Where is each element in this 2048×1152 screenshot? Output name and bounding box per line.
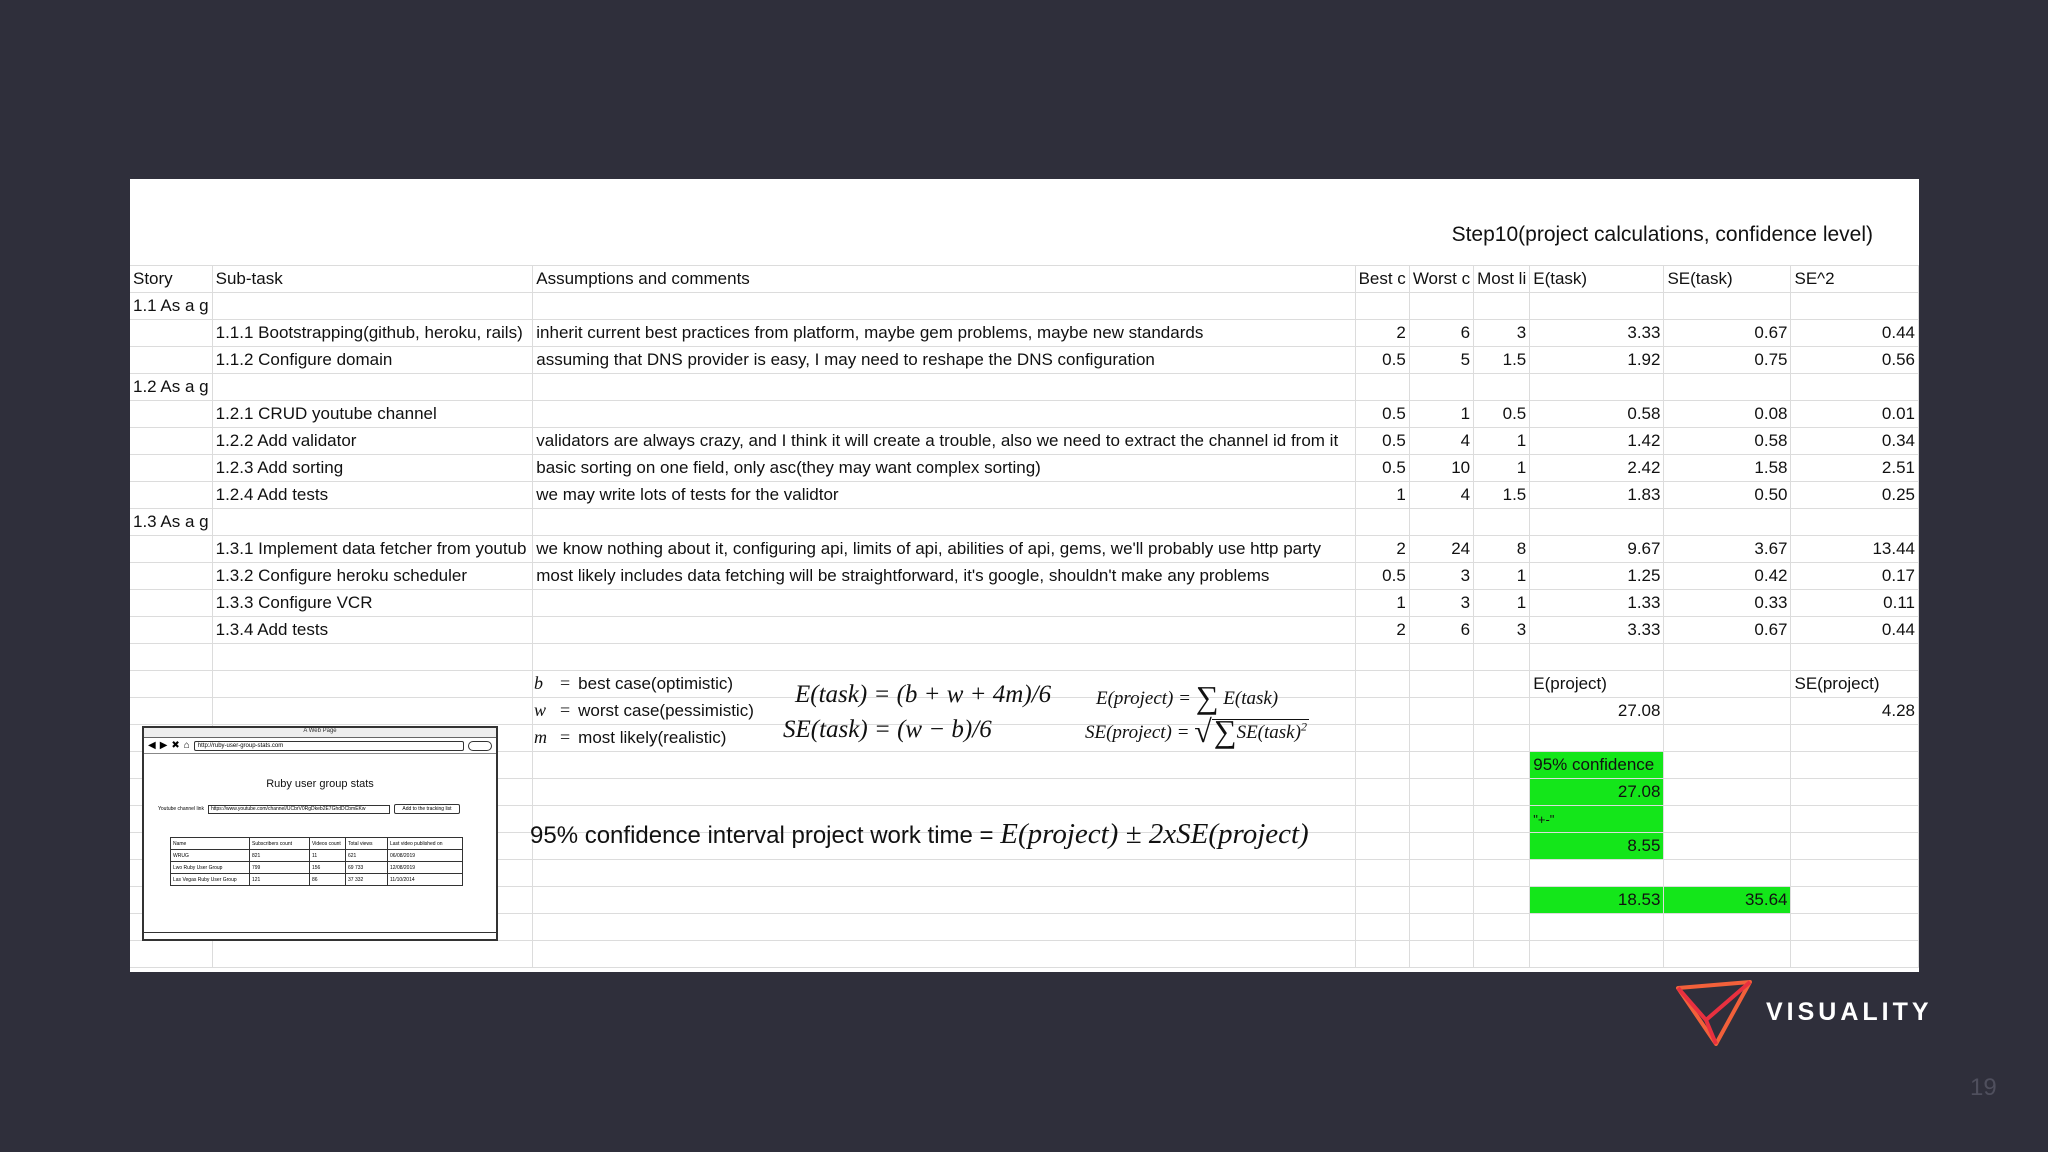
cell-m: 1 bbox=[1474, 590, 1530, 617]
cell-se: 0.33 bbox=[1664, 590, 1791, 617]
cell-m bbox=[1474, 509, 1530, 536]
cell-subtask: 1.1.1 Bootstrapping(github, heroku, rails) bbox=[212, 320, 533, 347]
table-row bbox=[130, 590, 1919, 617]
summary-interval_low: 18.53 bbox=[1530, 887, 1664, 914]
cell-se2: 0.11 bbox=[1791, 590, 1919, 617]
cell-b: 1 bbox=[1355, 590, 1409, 617]
cell-story bbox=[130, 455, 212, 482]
cell-w bbox=[1409, 374, 1473, 401]
cell-e: 2.42 bbox=[1530, 455, 1664, 482]
e-project-formula: E(project) = ∑ E(task) bbox=[1096, 679, 1279, 715]
cell-m: 3 bbox=[1474, 320, 1530, 347]
spreadsheet-screenshot bbox=[130, 179, 1919, 972]
cell-e: 1.83 bbox=[1530, 482, 1664, 509]
cell-b: 2 bbox=[1355, 617, 1409, 644]
cell-w: 3 bbox=[1409, 563, 1473, 590]
cell-se: 3.67 bbox=[1664, 536, 1791, 563]
cell-story bbox=[130, 428, 212, 455]
cell-story bbox=[130, 347, 212, 374]
cell-e: 1.92 bbox=[1530, 347, 1664, 374]
cell-w: 4 bbox=[1409, 482, 1473, 509]
cell-comment: we know nothing about it, configuring api, limits of api, abilities of api, gems, we'll probably use http party bbox=[533, 536, 1355, 563]
cell-se bbox=[1664, 293, 1791, 320]
table-row bbox=[130, 482, 1919, 509]
cell-w: 5 bbox=[1409, 347, 1473, 374]
summary-se_project_value: 4.28 bbox=[1791, 698, 1919, 725]
mockup-table: Name Subscribers count Videos count Total views Last video published on WRUG 821 11 621 06/08/2019 Lwo Ruby User Group 799 156 69 733 12/08/2019 Las Vegas Ruby User Group 121 86 37 332 11/10/2014 bbox=[170, 837, 463, 886]
cell-comment bbox=[533, 509, 1355, 536]
cell-se2: 0.44 bbox=[1791, 320, 1919, 347]
column-header: SE(task) bbox=[1664, 266, 1791, 293]
cell-se2 bbox=[1791, 509, 1919, 536]
cell-se2: 0.17 bbox=[1791, 563, 1919, 590]
cell-w: 24 bbox=[1409, 536, 1473, 563]
cell-subtask bbox=[212, 509, 533, 536]
cell-subtask: 1.3.2 Configure heroku scheduler bbox=[212, 563, 533, 590]
cell-comment bbox=[533, 590, 1355, 617]
cell-w: 6 bbox=[1409, 617, 1473, 644]
cell-b: 0.5 bbox=[1355, 401, 1409, 428]
cell-m: 8 bbox=[1474, 536, 1530, 563]
cell-comment: assuming that DNS provider is easy, I may need to reshape the DNS configuration bbox=[533, 347, 1355, 374]
cell-comment: inherit current best practices from platform, maybe gem problems, maybe new standards bbox=[533, 320, 1355, 347]
cell-e bbox=[1530, 293, 1664, 320]
cell-b: 0.5 bbox=[1355, 563, 1409, 590]
table-row bbox=[130, 941, 1919, 968]
cell-m: 1 bbox=[1474, 455, 1530, 482]
column-header: E(task) bbox=[1530, 266, 1664, 293]
cell-se2: 13.44 bbox=[1791, 536, 1919, 563]
cell-se bbox=[1664, 509, 1791, 536]
slide-title: Step10(project calculations, confidence level) bbox=[1451, 223, 1873, 246]
summary-e_project_label: E(project) bbox=[1530, 671, 1664, 698]
cell-se: 0.08 bbox=[1664, 401, 1791, 428]
cell-se2 bbox=[1791, 293, 1919, 320]
mockup-add-button: Add to the tracking list bbox=[394, 804, 460, 814]
cell-story bbox=[130, 590, 212, 617]
cell-subtask bbox=[212, 293, 533, 320]
cell-comment bbox=[533, 293, 1355, 320]
se-task-formula: SE(task) = (w − b)/6 bbox=[783, 716, 992, 743]
visuality-logo-icon bbox=[1676, 980, 1756, 1046]
home-icon: ⌂ bbox=[183, 740, 190, 751]
column-header: Best c bbox=[1355, 266, 1409, 293]
cell-e: 3.33 bbox=[1530, 617, 1664, 644]
cell-story bbox=[130, 401, 212, 428]
cell-w: 6 bbox=[1409, 320, 1473, 347]
cell-se: 0.50 bbox=[1664, 482, 1791, 509]
cell-comment: most likely includes data fetching will be straightforward, it's google, shouldn't make any problems bbox=[533, 563, 1355, 590]
cell-comment bbox=[533, 617, 1355, 644]
cell-subtask: 1.3.1 Implement data fetcher from youtub bbox=[212, 536, 533, 563]
cell-story: 1.1 As a g bbox=[130, 293, 212, 320]
cell-w: 3 bbox=[1409, 590, 1473, 617]
cell-subtask: 1.2.2 Add validator bbox=[212, 428, 533, 455]
column-header: SE^2 bbox=[1791, 266, 1919, 293]
e-task-formula: E(task) = (b + w + 4m)/6 bbox=[795, 681, 1052, 708]
cell-m: 1 bbox=[1474, 428, 1530, 455]
mockup-channel-input: https://www.youtube.com/channel/UCbrV0RgDkeb2E7GhdDCbmEKw bbox=[208, 805, 390, 814]
column-header: Sub-task bbox=[212, 266, 533, 293]
summary-confidence_e: 27.08 bbox=[1530, 779, 1664, 806]
cell-se2 bbox=[1791, 374, 1919, 401]
column-header: Most li bbox=[1474, 266, 1530, 293]
cell-se: 0.67 bbox=[1664, 617, 1791, 644]
cell-e: 1.42 bbox=[1530, 428, 1664, 455]
mockup-window-title: A Web Page bbox=[144, 728, 496, 738]
cell-b bbox=[1355, 509, 1409, 536]
table-row bbox=[130, 509, 1919, 536]
brand-name: VISUALITY bbox=[1766, 998, 1933, 1026]
cell-e bbox=[1530, 374, 1664, 401]
cell-se2: 0.25 bbox=[1791, 482, 1919, 509]
sum-symbol: ∑ bbox=[1195, 679, 1219, 715]
column-header: Assumptions and comments bbox=[533, 266, 1355, 293]
cell-e bbox=[1530, 509, 1664, 536]
cell-e: 3.33 bbox=[1530, 320, 1664, 347]
table-row bbox=[130, 617, 1919, 644]
cell-e: 0.58 bbox=[1530, 401, 1664, 428]
summary-se_project_label: SE(project) bbox=[1791, 671, 1919, 698]
cell-b bbox=[1355, 293, 1409, 320]
cell-b: 0.5 bbox=[1355, 347, 1409, 374]
page-number: 19 bbox=[1970, 1074, 1997, 1101]
table-row bbox=[130, 374, 1919, 401]
legend-row: m = most likely(realistic) bbox=[534, 727, 727, 747]
cell-w: 4 bbox=[1409, 428, 1473, 455]
cell-story bbox=[130, 563, 212, 590]
table-row bbox=[130, 401, 1919, 428]
table-row bbox=[130, 455, 1919, 482]
table-row bbox=[130, 428, 1919, 455]
legend-row: w = worst case(pessimistic) bbox=[534, 700, 754, 720]
cell-m: 1.5 bbox=[1474, 482, 1530, 509]
table-row bbox=[130, 347, 1919, 374]
cell-story bbox=[130, 482, 212, 509]
cell-w: 10 bbox=[1409, 455, 1473, 482]
column-header: Story bbox=[130, 266, 212, 293]
cell-story: 1.3 As a g bbox=[130, 509, 212, 536]
cell-subtask: 1.3.4 Add tests bbox=[212, 617, 533, 644]
mockup-scrollbar bbox=[144, 932, 496, 939]
cell-w bbox=[1409, 293, 1473, 320]
cell-story bbox=[130, 536, 212, 563]
cell-subtask: 1.3.3 Configure VCR bbox=[212, 590, 533, 617]
cell-se2: 0.56 bbox=[1791, 347, 1919, 374]
cell-b: 0.5 bbox=[1355, 428, 1409, 455]
summary-confidence_margin: 8.55 bbox=[1530, 833, 1664, 860]
cell-m: 1 bbox=[1474, 563, 1530, 590]
header-row bbox=[130, 266, 1919, 293]
legend-row: b = best case(optimistic) bbox=[534, 673, 734, 693]
cell-m bbox=[1474, 293, 1530, 320]
cell-subtask bbox=[212, 374, 533, 401]
cell-se bbox=[1664, 374, 1791, 401]
cell-se: 0.42 bbox=[1664, 563, 1791, 590]
se-project-formula: SE(project) = √∑SE(task)$^2$ bbox=[1085, 713, 1307, 749]
sqrt-symbol: √ bbox=[1194, 713, 1212, 749]
summary-interval_high: 35.64 bbox=[1664, 887, 1791, 914]
cell-se2: 0.34 bbox=[1791, 428, 1919, 455]
table-row bbox=[130, 563, 1919, 590]
summary-plus_minus: "+-" bbox=[1530, 806, 1664, 833]
cell-comment: we may write lots of tests for the validtor bbox=[533, 482, 1355, 509]
cell-e: 1.33 bbox=[1530, 590, 1664, 617]
mockup-navbar bbox=[144, 738, 496, 754]
mockup-url-bar: http://ruby-user-group-stats.com bbox=[194, 741, 464, 751]
cell-w: 1 bbox=[1409, 401, 1473, 428]
cell-story: 1.2 As a g bbox=[130, 374, 212, 401]
mockup-search-pill bbox=[468, 741, 492, 751]
cell-m: 3 bbox=[1474, 617, 1530, 644]
cell-se2: 0.44 bbox=[1791, 617, 1919, 644]
close-icon: ✖ bbox=[171, 740, 180, 751]
summary-confidence_label: 95% confidence bbox=[1530, 752, 1664, 779]
cell-se2: 2.51 bbox=[1791, 455, 1919, 482]
cell-w bbox=[1409, 509, 1473, 536]
cell-comment bbox=[533, 401, 1355, 428]
cell-subtask: 1.2.1 CRUD youtube channel bbox=[212, 401, 533, 428]
cell-e: 1.25 bbox=[1530, 563, 1664, 590]
cell-b: 0.5 bbox=[1355, 455, 1409, 482]
cell-subtask: 1.2.4 Add tests bbox=[212, 482, 533, 509]
cell-se: 1.58 bbox=[1664, 455, 1791, 482]
cell-comment: basic sorting on one field, only asc(they may want complex sorting) bbox=[533, 455, 1355, 482]
cell-subtask: 1.2.3 Add sorting bbox=[212, 455, 533, 482]
cell-comment bbox=[533, 374, 1355, 401]
table-row bbox=[130, 536, 1919, 563]
cell-m: 0.5 bbox=[1474, 401, 1530, 428]
table-row bbox=[130, 320, 1919, 347]
cell-m bbox=[1474, 374, 1530, 401]
confidence-interval-formula: 95% confidence interval project work time = E(project) ± 2xSE(project) bbox=[530, 818, 1309, 850]
cell-b bbox=[1355, 374, 1409, 401]
cell-se: 0.75 bbox=[1664, 347, 1791, 374]
cell-subtask: 1.1.2 Configure domain bbox=[212, 347, 533, 374]
sum-symbol: ∑ bbox=[1213, 713, 1237, 749]
cell-se: 0.67 bbox=[1664, 320, 1791, 347]
cell-b: 2 bbox=[1355, 536, 1409, 563]
cell-se2: 0.01 bbox=[1791, 401, 1919, 428]
mockup-input-row: Youtube channel link https://www.youtube.com/channel/UCbrV0RgDkeb2E7GhdDCbmEKw Add to the tracking list bbox=[158, 804, 496, 814]
cell-story bbox=[130, 617, 212, 644]
summary-e_project_value: 27.08 bbox=[1530, 698, 1664, 725]
column-header: Worst c bbox=[1409, 266, 1473, 293]
table-row bbox=[130, 293, 1919, 320]
back-icon: ◀ bbox=[148, 740, 156, 751]
table-row bbox=[130, 644, 1919, 671]
cell-e: 9.67 bbox=[1530, 536, 1664, 563]
wireframe-mockup bbox=[142, 726, 498, 941]
cell-b: 2 bbox=[1355, 320, 1409, 347]
cell-story bbox=[130, 320, 212, 347]
cell-se: 0.58 bbox=[1664, 428, 1791, 455]
cell-comment: validators are always crazy, and I think it will create a trouble, also we need to extract the channel id from it bbox=[533, 428, 1355, 455]
cell-m: 1.5 bbox=[1474, 347, 1530, 374]
cell-b: 1 bbox=[1355, 482, 1409, 509]
mockup-heading: Ruby user group stats bbox=[266, 778, 374, 790]
forward-icon: ▶ bbox=[159, 740, 168, 751]
